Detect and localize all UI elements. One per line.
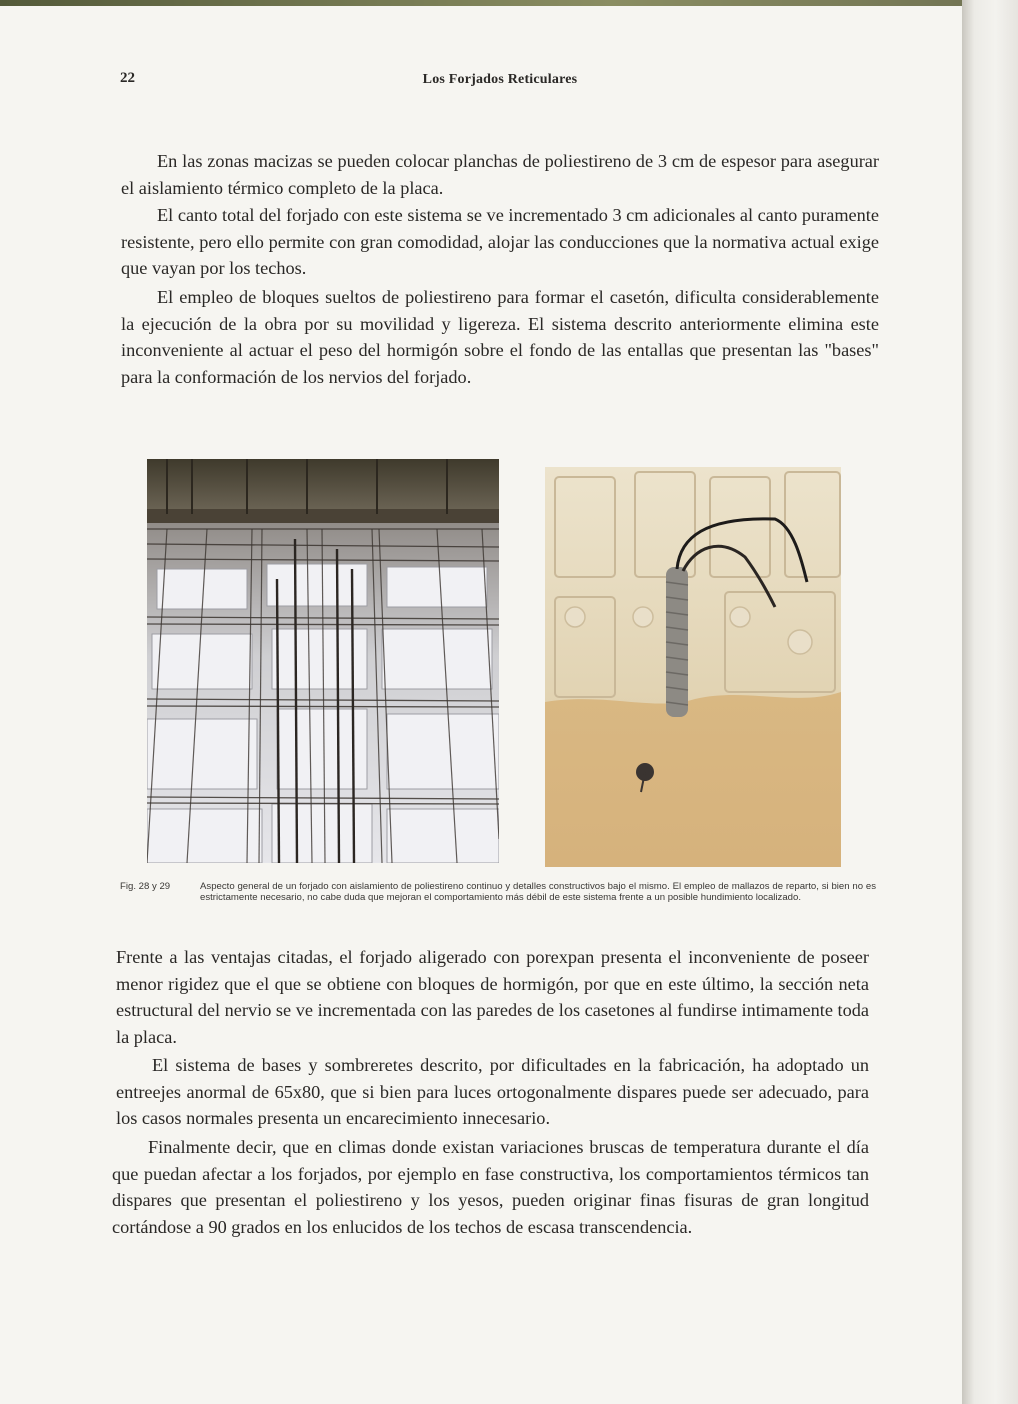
figure-caption: [120, 881, 876, 921]
paragraph: El empleo de bloques sueltos de poliestireno para formar el casetón, dificulta considerablemente la ejecución de la obra por su movilidad y ligereza. El sistema descrito anteriormente elimina este inconveniente al actuar el peso del hormigón sobre el fondo de las entallas que presentan las "bases" para la conformación de los nervios del forjado.: [121, 287, 879, 387]
photo-conduit-detail: [545, 467, 841, 867]
paragraph: En las zonas macizas se pueden colocar planchas de poliestireno de 3 cm de espesor para asegurar el aislamiento térmico completo de la placa.: [121, 151, 879, 198]
conduit-detail-illustration: [545, 467, 841, 867]
rebar-grid-illustration: [147, 459, 499, 863]
paragraph: Frente a las ventajas citadas, el forjado aligerado con porexpan presenta el inconveniente de poseer menor rigidez que el que se obtiene con bloques de hormigón, por que en este último, la sección neta estructural del nervio se ve incrementada con las paredes de los casetones al fundirse intimamente toda la placa.: [116, 947, 869, 1047]
page-number: 22: [120, 70, 135, 86]
figure-label: Fig. 28 y 29: [120, 881, 171, 892]
paragraph: Finalmente decir, que en climas donde existan variaciones bruscas de temperatura durante el día que puedan afectar a los forjados, por ejemplo en fase constructiva, los comportamientos térmicos tan dispares que presentan el poliestireno y los yesos, pueden originar finas fisuras de gran longitud cortándose a 90 grados en los enlucidos de los techos de escasa transcendencia.: [112, 1137, 869, 1237]
paragraph: El canto total del forjado con este sistema se ve incrementado 3 cm adicionales al canto puramente resistente, pero ello permite con gran comodidad, alojar las conducciones que la normativa actual exige que vayan por los techos.: [121, 205, 879, 278]
paragraph: El sistema de bases y sombreretes descrito, por dificultades en la fabricación, ha adoptado un entreejes anormal de 65x80, que si bien para luces ortogonalmente dispares puede ser adecuado, para los casos normales presenta un encarecimiento innecesario.: [116, 1055, 869, 1128]
running-title: Los Forjados Reticulares: [422, 72, 578, 87]
book-gutter: [962, 0, 1018, 1404]
photo-rebar-grid: [147, 459, 499, 863]
figure-caption-text: Aspecto general de un forjado con aislamiento de poliestireno continuo y detalles constructivos bajo el mismo. El empleo de mallazos de reparto, si bien no es estrictamente necesario, no cabe duda que mejoran el comportamiento más débil de este sistema frente a un posible hundimiento localizado.: [200, 881, 876, 903]
